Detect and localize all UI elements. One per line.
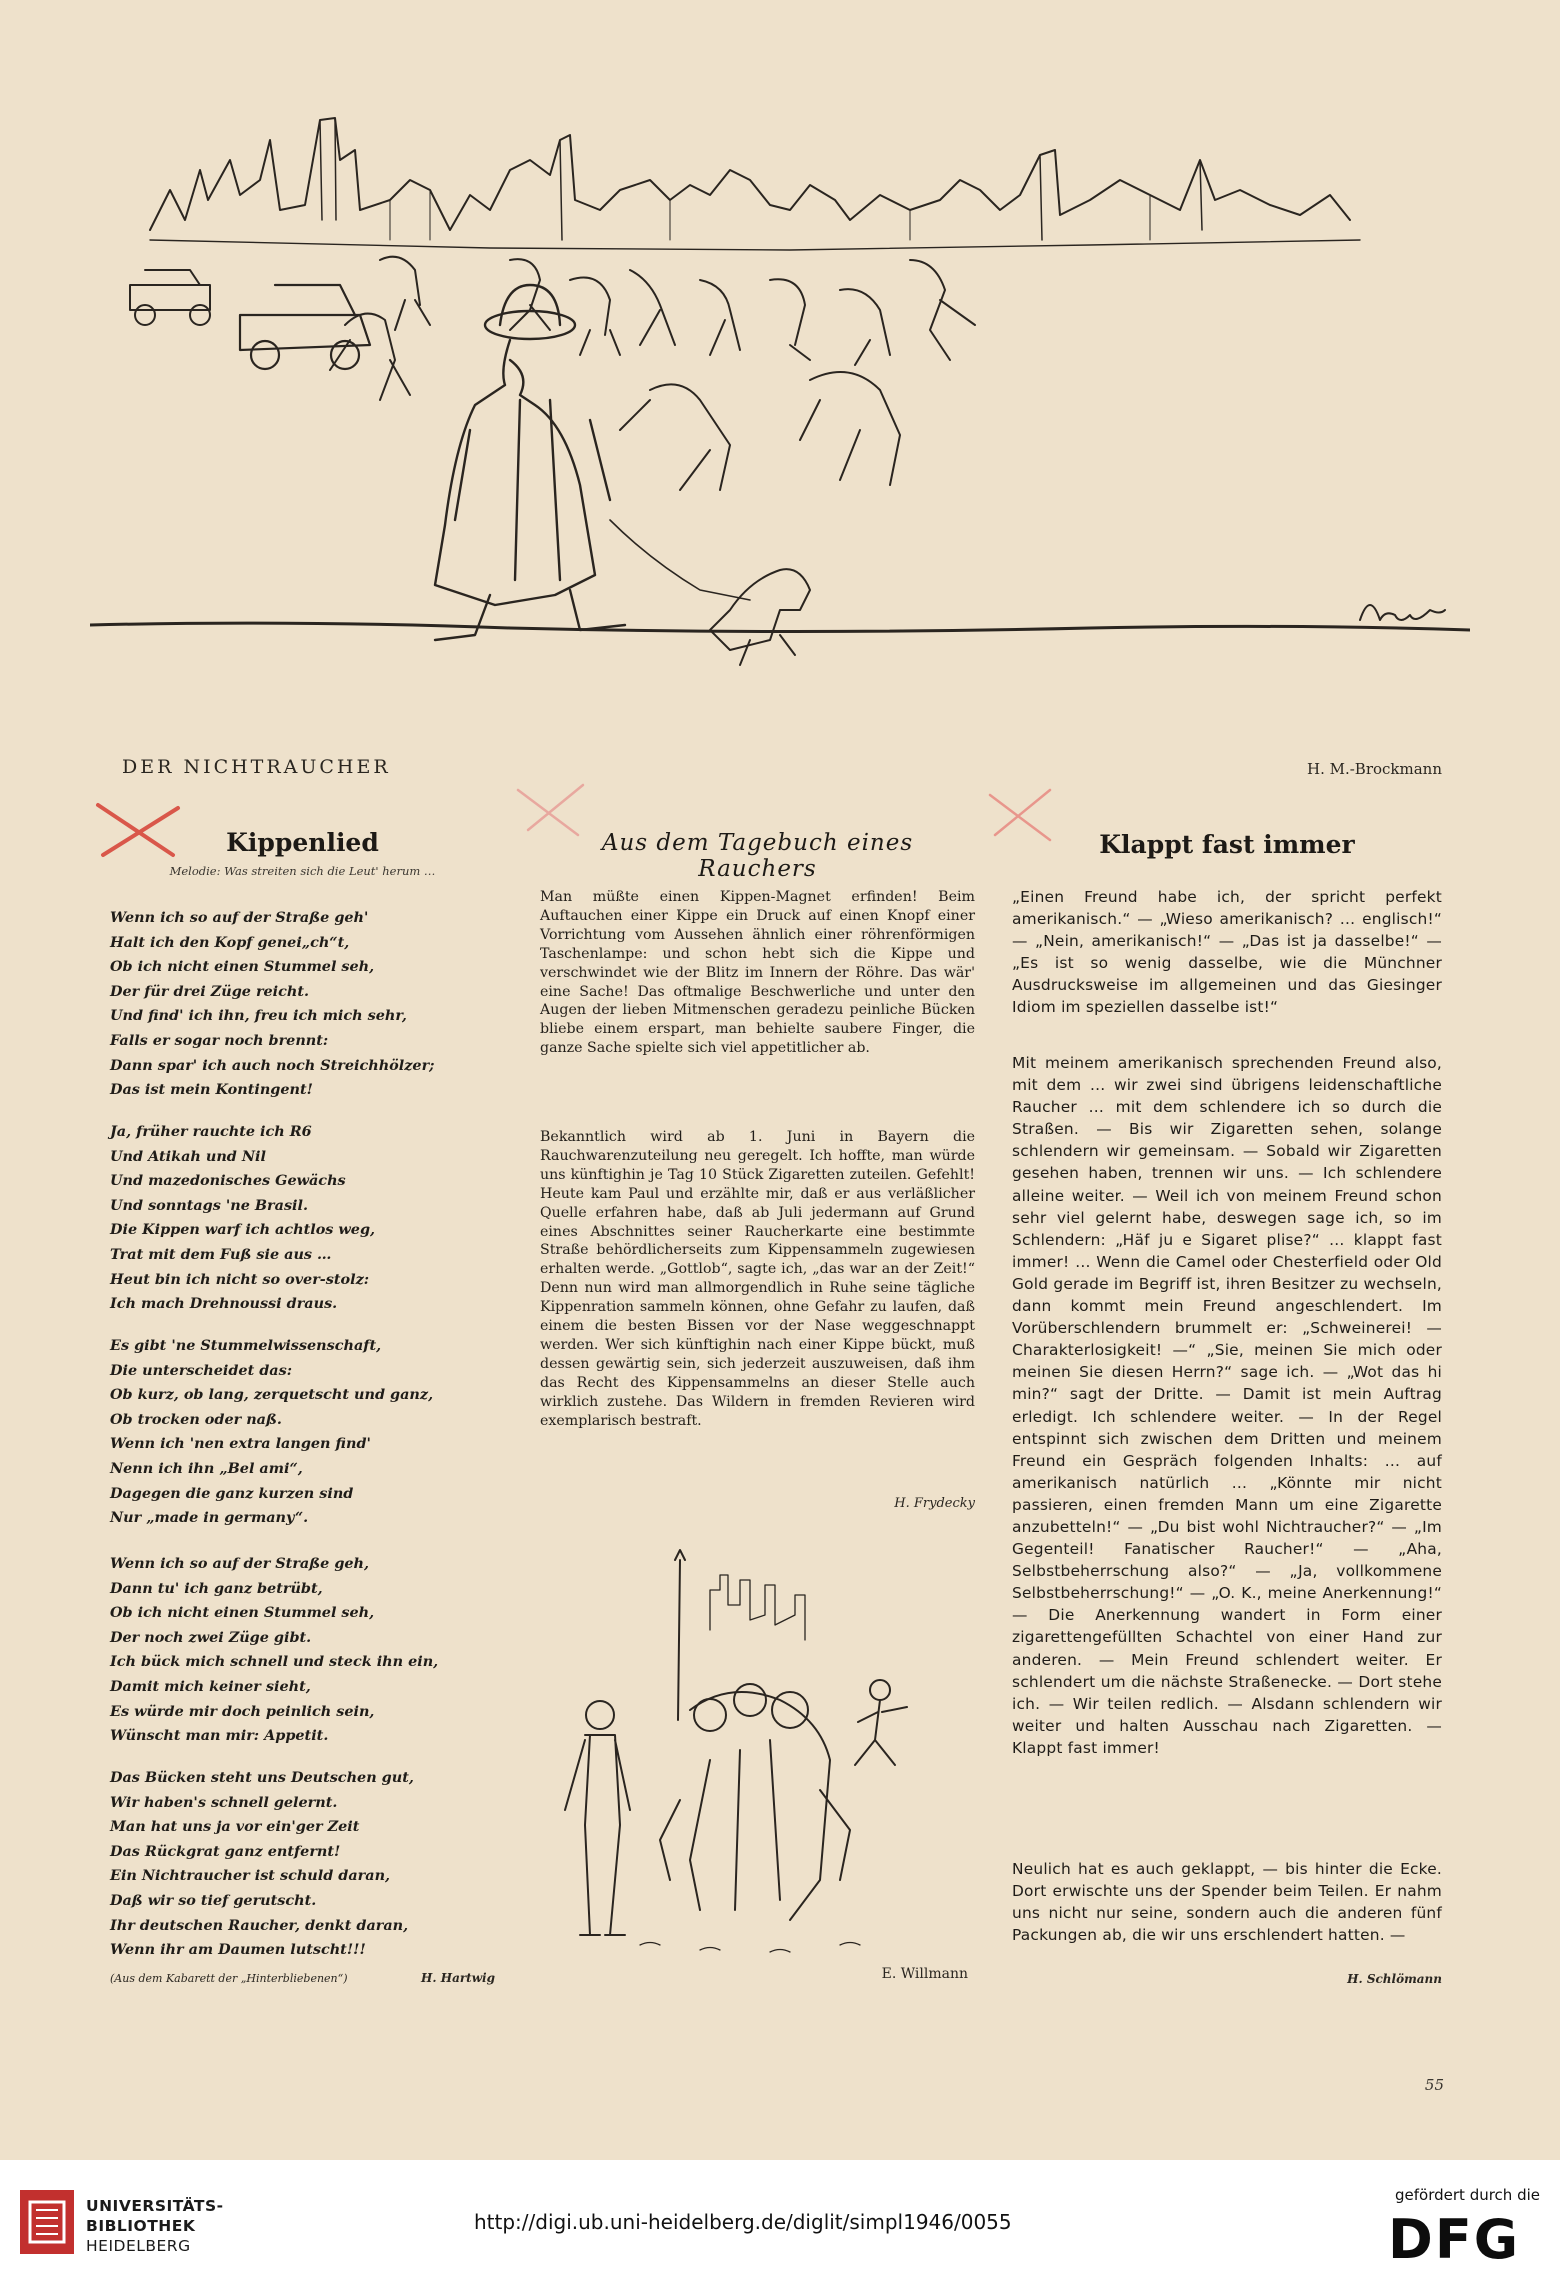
ground-line	[90, 623, 1470, 631]
verse-line: Ein Nichtraucher ist schuld daran,	[110, 1867, 391, 1885]
ground-scribbles	[640, 1943, 860, 1953]
kippenlied-stanza	[110, 1766, 495, 1963]
kippenlied-title: Kippenlied	[226, 828, 379, 857]
verse-line: Damit mich keiner sieht,	[110, 1677, 311, 1695]
sponsor-text: gefördert durch die	[1395, 2186, 1540, 2204]
klappt-paragraph: „Einen Freund habe ich, der spricht perfekt amerikanisch.“ — „Wieso amerikanisch? … englisch!“ — „Nein, amerikanisch!“ — „Das ist ja dasselbe!“ — „Es ist so wenig dasselbe, wie die Münchner Ausdrucksweise im allgemeinen und das Giesinger Idiom im speziellen dasselbe ist!“	[1012, 888, 1442, 1017]
klappt-title: Klappt fast immer	[1099, 830, 1355, 859]
verse-line: Wenn ich 'nen extra langen find'	[110, 1435, 371, 1453]
bending-figure	[330, 314, 410, 400]
crowd-of-figures	[660, 1684, 850, 1920]
bending-figure	[800, 372, 900, 485]
tagebuch-paragraph: Man müßte einen Kippen-Magnet erfinden! Beim Auftauchen einer Kippe ein Druck auf einen Knopf einer Vorrichtung vom Aussehen ähnlich einer röhrenförmigen Taschenlampe: und schon hebt sich die Kippe und verschwindet wie der Blitz im Innern der Röhre. Das wär' eine Sache! Das oftmalige Beschwerliche und unter den Augen der lieben Mitmenschen geradezu peinliche Bücken bliebe einem erspart, man behielte saubere Finger, die ganze Sache spielte sich viel appetitlicher ab.	[540, 889, 975, 1057]
dog-leash	[610, 520, 750, 600]
verse-line: Und mazedonisches Gewächs	[110, 1172, 346, 1190]
soldier-figure	[565, 1701, 630, 1935]
bending-figure	[910, 260, 975, 360]
verse-line: Das Bücken steht uns Deutschen gut,	[110, 1769, 414, 1786]
verse-line: Trat mit dem Fuß sie aus …	[110, 1245, 332, 1263]
klappt-paragraph: Mit meinem amerikanisch sprechenden Freund also, mit dem … wir zwei sind übrigens leidenschaftliche Raucher … mit dem schlendere ich so durch die Straßen. — Bis wir Zigaretten sehen, solange schlendern wir gemeinsam. — Sobald wir Zigaretten gesehen haben, trennen wir uns. — Ich schlendere alleine weiter. — Weil ich von meinem Freund schon sehr viel gelernt habe, deswegen sage ich, so im Schlendern: „Häf ju e Sigaret plise?“ … klappt fast immer! … Wenn die Camel oder Chesterfield oder Old Gold gerade im Begriff ist, ihren Besitzer zu wechseln, dann kommt mein Freund angeschlendert. Im Vorüberschlendern brummelt er: „Schweinerei! — Charakterlosigkeit! —“ „Sie, meinen Sie mich oder meinen Sie diesen Herrn?“ sage ich. — „Wot das hi min?“ sagt der Dritte. — Damit ist mein Auftrag erledigt. Ich schlendere weiter. — In der Regel entspinnt sich zwischen dem Dritten und meinem Freund ein Gespräch folgenden Inhalts: … auf amerikanisch natürlich … „Könnte mir nicht passieren, einen fremden Mann um eine Zigarette anzubetteln!“ — „Du bist wohl Nichtraucher?“ — „Im Gegenteil! Fanatischer Raucher!“ — „Aha, Selbstbeherrschung also?“ — „Ja, vollkommene Selbstbeherrschung!“ — „O. K., meine Anerkennung!“ — Die Anerkennung wandert in Form einer zigarettengefüllten Schachtel von einer Hand zur anderen. — Mein Freund schlendert weiter. Er schlendert um die nächste Straßenecke. — Dort stehe ich. — Wir teilen redlich. — Alsdann schlendern wir weiter und halten Ausschau nach Zigaretten. — Klappt fast immer!	[1012, 1054, 1442, 1757]
verse-line: Nur „made in germany“.	[110, 1509, 309, 1527]
verse-line: Dagegen die ganz kurzen sind	[110, 1484, 354, 1502]
artist-signature	[1360, 605, 1445, 620]
kippenlied-author: H. Hartwig	[421, 1971, 495, 1985]
verse-line: Falls er sogar noch brennt:	[110, 1031, 329, 1049]
verse-line: Wünscht man mir: Appetit.	[110, 1727, 329, 1745]
verse-line: Und Atikah und Nil	[110, 1147, 266, 1165]
street-lamp	[675, 1550, 685, 1720]
verse-line: Das ist mein Kontingent!	[110, 1081, 313, 1099]
kippenlied-stanza	[110, 906, 495, 1103]
verse-line: Es gibt 'ne Stummelwissenschaft,	[110, 1337, 382, 1354]
source-url-link[interactable]: http://digi.ub.uni-heidelberg.de/diglit/simpl1946/0055	[474, 2210, 1012, 2234]
library-name-line: HEIDELBERG	[86, 2237, 191, 2255]
kippenlied-stanza	[110, 1334, 495, 1531]
bending-figure	[840, 289, 890, 365]
bending-figure	[700, 280, 740, 355]
verse-line: Wir haben's schnell gelernt.	[110, 1793, 338, 1811]
bending-figure	[380, 257, 430, 330]
verse-line: Ob ich nicht einen Stummel seh,	[110, 1604, 375, 1622]
man-in-coat	[435, 285, 625, 640]
top-illustration	[90, 100, 1470, 790]
verse-line: Und sonntags 'ne Brasil.	[110, 1196, 309, 1214]
klappt-paragraph: Neulich hat es auch geklappt, — bis hinter die Ecke. Dort erwischte uns der Spender beim Teilen. Er nahm uns nicht nur seine, sondern auch die anderen fünf Packungen ab, die wir uns erschlendert hatten. —	[1012, 1860, 1442, 1945]
verse-line: Das Rückgrat ganz entfernt!	[110, 1842, 341, 1860]
jeep-small	[130, 270, 210, 325]
verse-line: Heut bin ich nicht so over-stolz:	[110, 1270, 370, 1288]
tagebuch-author: H. Frydecky	[894, 1496, 975, 1511]
kippenlied-stanza	[110, 1552, 495, 1749]
bending-figure	[620, 384, 730, 490]
university-library-logo-icon	[18, 2188, 76, 2256]
verse-line: Ob trocken oder naß.	[110, 1410, 282, 1428]
kippenlied-melody: Melodie: Was streiten sich die Leut' herum …	[169, 864, 436, 878]
bottom-illustration	[540, 1540, 960, 1970]
library-name	[86, 2196, 224, 2256]
tagebuch-paragraph: Bekanntlich wird ab 1. Juni in Bayern die Rauchwarenzuteilung neu geregelt. Ich hoffte, man würde uns künftighin je Tag 10 Stück Zigaretten zuteilen. Gefehlt! Heute kam Paul und erzählte mir, daß er aus verläßlicher Quelle erfahren habe, daß ab Juli jedermann auf Grund eines Abschnittes seiner Raucherkarte eine bestimmte Straße behördlicherseits zum Kippensammeln zugewiesen erhalten werde. „Gottlob“, sagte ich, „das war an der Zeit!“ Denn nun wird man allmorgendlich in Ruhe seine tägliche Kippenration sammeln können, ohne Gefahr zu laufen, daß einem die besten Bissen vor der Nase weggeschnappt werden. Wer sich künftighin nach einer Kippe bückt, muß dessen gewärtig sein, sich jederzeit auszuweisen, daß ihm das Recht des Kippensammelns an dieser Stelle auch wirklich zustehe. Das Wildern in fremden Revieren wird exemplarisch bestraft.	[540, 1129, 975, 1429]
tagebuch-title: Aus dem Tagebuch eines Rauchers	[601, 830, 914, 882]
verse-line: Man hat uns ja vor ein'ger Zeit	[110, 1818, 360, 1836]
library-name-line: UNIVERSITÄTS-	[86, 2197, 224, 2215]
verse-line: Wenn ich so auf der Straße geh'	[110, 909, 369, 926]
verse-line: Die Kippen warf ich achtlos weg,	[110, 1221, 376, 1239]
verse-line: Dann spar' ich auch noch Streichhölzer;	[110, 1056, 435, 1074]
bending-figure	[570, 278, 620, 356]
page-number: 55	[1424, 2076, 1444, 2094]
bottom-illustration-artist: E. Willmann	[881, 1966, 968, 1982]
jeep-large	[240, 285, 370, 369]
klappt-author: H. Schlömann	[1347, 1972, 1442, 1986]
verse-line: Ob kurz, ob lang, zerquetscht und ganz,	[110, 1386, 434, 1404]
verse-line: Wenn ihr am Daumen lutscht!!!	[110, 1941, 366, 1959]
city-skyline	[710, 1575, 805, 1640]
verse-line: Ich bück mich schnell und steck ihn ein,	[110, 1653, 439, 1671]
verse-line: Halt ich den Kopf genei„ch“t,	[110, 933, 350, 951]
verse-line: Nenn ich ihn „Bel ami“,	[110, 1459, 303, 1477]
top-illustration-caption: DER NICHTRAUCHER	[122, 756, 391, 778]
bending-figure	[510, 259, 550, 330]
verse-line: Dann tu' ich ganz betrübt,	[110, 1579, 323, 1597]
top-illustration-artist: H. M.-Brockmann	[1306, 760, 1442, 778]
kippenlied-stanza	[110, 1120, 495, 1317]
verse-line: Wenn ich so auf der Straße geh,	[110, 1555, 370, 1572]
bending-figure	[630, 270, 675, 345]
verse-line: Ihr deutschen Raucher, denkt daran,	[110, 1916, 409, 1934]
dfg-logo: DFG	[1388, 2208, 1521, 2271]
library-name-line: BIBLIOTHEK	[86, 2217, 196, 2235]
bending-figure	[770, 279, 810, 360]
verse-line: Und find' ich ihn, freu ich mich sehr,	[110, 1007, 407, 1025]
verse-line: Ich mach Drehnoussi draus.	[110, 1295, 338, 1313]
verse-line: Ja, früher rauchte ich R6	[110, 1123, 312, 1140]
verse-line: Die unterscheidet das:	[110, 1361, 293, 1379]
kippenlied-source: (Aus dem Kabarett der „Hinterbliebenen“)	[110, 1972, 348, 1985]
verse-line: Daß wir so tief gerutscht.	[110, 1891, 317, 1909]
dog	[710, 569, 810, 665]
ruined-skyline	[150, 118, 1350, 230]
running-figure	[855, 1680, 907, 1765]
verse-line: Es würde mir doch peinlich sein,	[110, 1702, 375, 1720]
verse-line: Der noch zwei Züge gibt.	[110, 1628, 312, 1646]
verse-line: Ob ich nicht einen Stummel seh,	[110, 958, 375, 976]
verse-line: Der für drei Züge reicht.	[110, 982, 310, 1000]
